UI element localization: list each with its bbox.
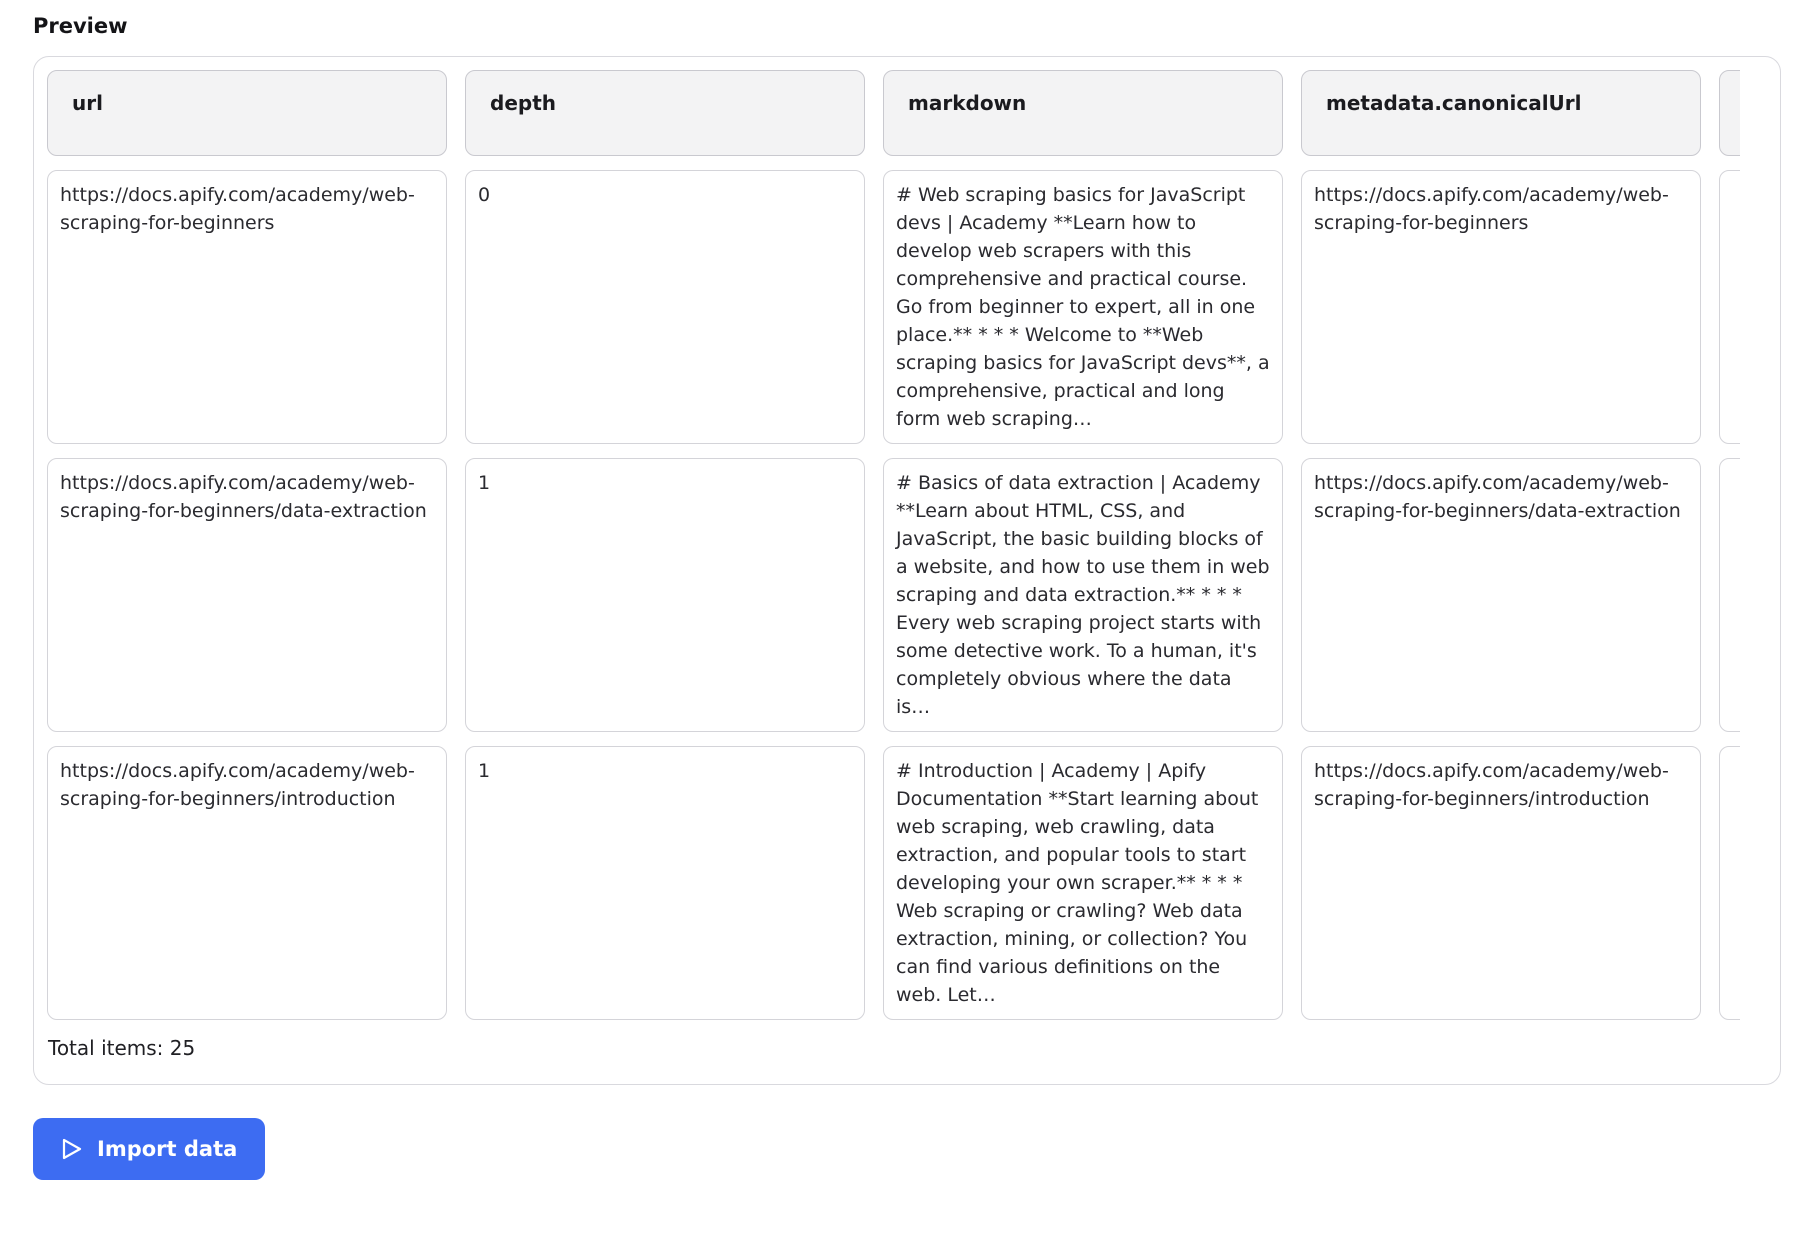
cell-depth: 1: [465, 746, 865, 1020]
cell-depth: 1: [465, 458, 865, 732]
preview-table-scroll[interactable]: [47, 70, 1740, 1020]
total-items-value: 25: [169, 1036, 196, 1060]
total-items: [48, 1036, 1780, 1060]
column-header-depth: depth: [465, 70, 865, 156]
cell-url: https://docs.apify.com/academy/web-scraping-for-beginners/data-extraction: [47, 458, 447, 732]
column-header-url: url: [47, 70, 447, 156]
cell-canonical-url: https://docs.apify.com/academy/web-scraping-for-beginners/data-extraction: [1301, 458, 1701, 732]
column-header-markdown: markdown: [883, 70, 1283, 156]
column-header-metadata-canonical-url: metadata.canonicalUrl: [1301, 70, 1701, 156]
cell-canonical-url: https://docs.apify.com/academy/web-scraping-for-beginners: [1301, 170, 1701, 444]
cell-extra-clipped: [1719, 746, 1740, 1020]
cell-markdown: # Web scraping basics for JavaScript devs | Academy **Learn how to develop web scrapers with this comprehensive and practical course. Go from beginner to expert, all in one place.** * * * Welcome to **Web scraping basics for JavaScript devs**, a comprehensive, practical and long form web scraping…: [883, 170, 1283, 444]
cell-markdown: # Introduction | Academy | Apify Documentation **Start learning about web scraping, web crawling, data extraction, and popular tools to start developing your own scraper.** * * * Web scraping or crawling? Web data extraction, mining, or collection? You can find various definitions on the web. Let…: [883, 746, 1283, 1020]
cell-markdown: # Basics of data extraction | Academy **Learn about HTML, CSS, and JavaScript, the basic building blocks of a website, and how to use them in web scraping and data extraction.** * * * Every web scraping project starts with some detective work. To a human, it's completely obvious where the data is…: [883, 458, 1283, 732]
cell-depth: 0: [465, 170, 865, 444]
preview-table: [47, 70, 1740, 1020]
play-icon: [61, 1137, 83, 1161]
preview-panel: [33, 56, 1781, 1085]
page-title: Preview: [33, 14, 128, 38]
import-data-button[interactable]: [33, 1118, 265, 1180]
column-header-extra-clipped: [1719, 70, 1740, 156]
cell-canonical-url: https://docs.apify.com/academy/web-scraping-for-beginners/introduction: [1301, 746, 1701, 1020]
total-items-label: Total items:: [48, 1036, 164, 1060]
cell-url: https://docs.apify.com/academy/web-scraping-for-beginners: [47, 170, 447, 444]
cell-url: https://docs.apify.com/academy/web-scraping-for-beginners/introduction: [47, 746, 447, 1020]
cell-extra-clipped: [1719, 170, 1740, 444]
cell-extra-clipped: [1719, 458, 1740, 732]
import-data-label: Import data: [97, 1137, 238, 1161]
